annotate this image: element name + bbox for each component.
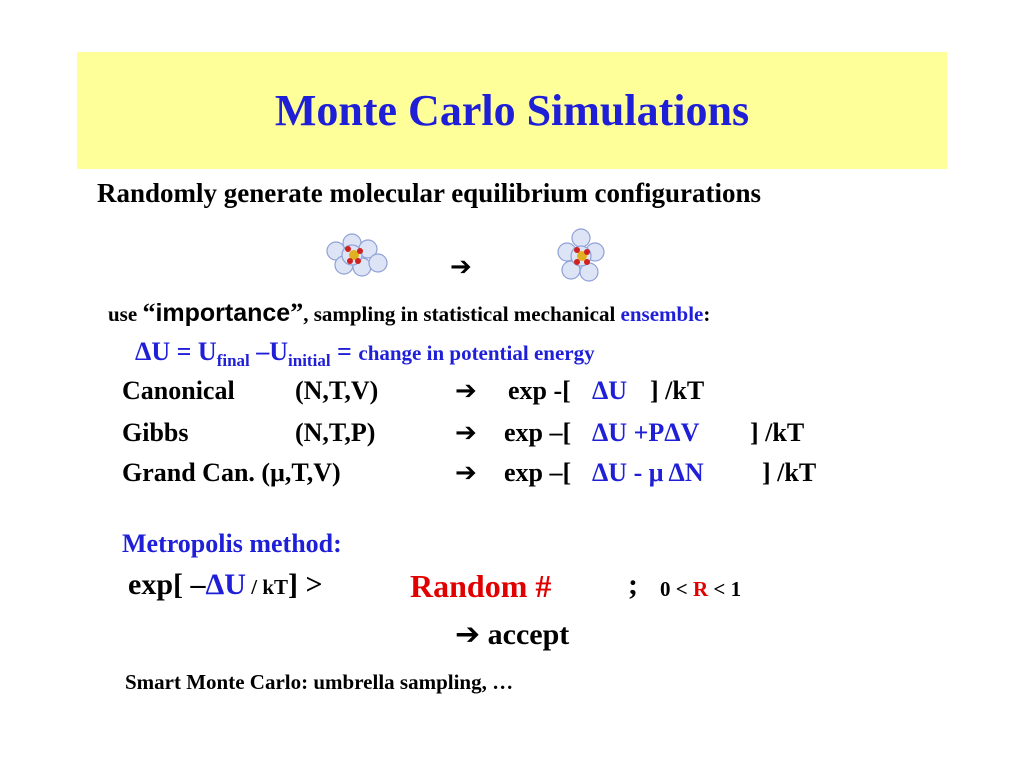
metropolis-criterion: exp[ –ΔU / kT] > — [128, 568, 323, 601]
molecule-after-image — [553, 228, 613, 286]
random-range: 0 < R < 1 — [660, 577, 742, 601]
subtitle: Randomly generate molecular equilibrium configurations — [97, 178, 761, 208]
importance-sampling-line: use “importance”, sampling in statistical mechanical ensemble: — [108, 298, 711, 327]
title-banner — [77, 52, 947, 169]
random-number-label: Random # — [410, 568, 552, 604]
slide-title: Monte Carlo Simulations — [274, 86, 750, 135]
arrow-right-icon: ➔ — [455, 376, 477, 406]
delta-u-definition: $\Delta U = U_{final}$ $-U_{initial}$ = change in potential energy — [135, 337, 595, 371]
arrow-right-icon: ➔ — [455, 458, 477, 488]
molecule-before-image — [322, 233, 392, 283]
arrow-right-icon: ➔ — [450, 252, 472, 282]
accept-line: ➔ accept — [455, 617, 570, 652]
arrow-right-icon: ➔ — [455, 418, 477, 448]
metropolis-heading: Metropolis method: — [122, 529, 342, 558]
semicolon: ; — [628, 568, 638, 601]
smart-monte-carlo-note: Smart Monte Carlo: umbrella sampling, … — [125, 670, 514, 694]
arrow-right-icon: ➔ — [455, 617, 481, 652]
